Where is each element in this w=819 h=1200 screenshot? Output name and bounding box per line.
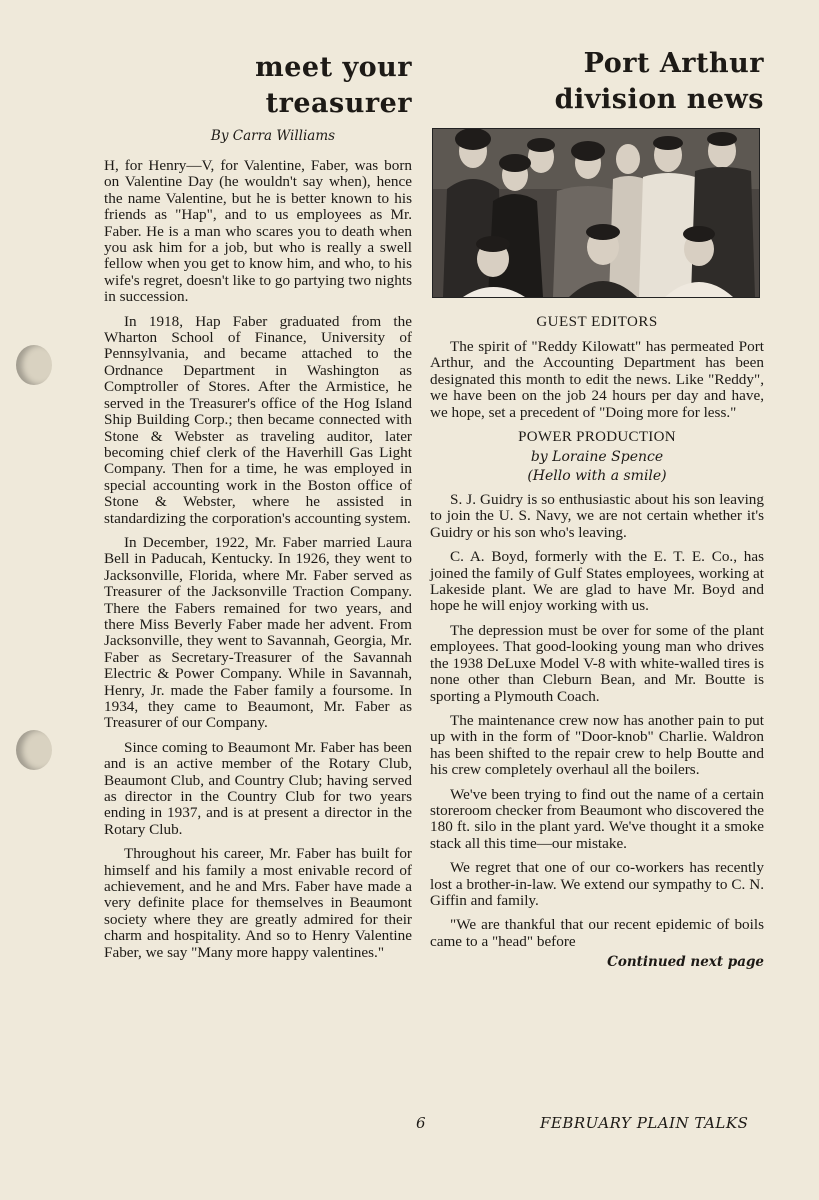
news-paragraph: S. J. Guidry is so enthusiastic about his son leaving to join the U. S. Navy, we are not certain whether it's Guidry or his son who's leaving. — [430, 491, 764, 541]
article-title — [104, 50, 412, 122]
photo-caption: GUEST EDITORS — [536, 314, 658, 330]
article-paragraph: In December, 1922, Mr. Faber married Laura Bell in Paducah, Kentucky. In 1926, they went to Jacksonville, Florida, where Mr. Faber served as Treasurer of the Jacksonville Traction Company. There the Fabers remained for two years, and there Miss Beverly Faber made her advent. From Jacksonville, they went to Savannah, Georgia, Mr. Faber as Secretary-Treasurer of the Savannah Electric & Power Company. While in Savannah, Henry, Jr. made the Faber family a foursome. In 1934, they came to Beaumont, Mr. Faber as Treasurer of our Company. — [104, 533, 412, 732]
title-line-1: Port Arthur — [583, 48, 764, 79]
news-paragraph: We've been trying to find out the name of a certain storeroom checker from Beaumont who discovered the 180 ft. silo in the plant yard. We've thought it a smoke stack all this time—our mistake. — [430, 785, 765, 852]
publication-name: FEBRUARY PLAIN TALKS — [540, 1114, 749, 1132]
page-number: 6 — [416, 1114, 427, 1132]
treasurer-article — [104, 0, 412, 969]
article-paragraph: In 1918, Hap Faber graduated from the Wharton School of Finance, University of Pennsylvania, and became attached to the Ordnance Department in Washington as Comptroller of Stores. After the Armistice, he served in the Treasurer's office of the Hog Island Ship Building Corp.; then became connected with Stone & Webster as traveling auditor, later becoming chief clerk of the Haverhill Gas Light Company. Then for a time, he was employed in special accounting work in the Boston office of Stone & Webster, where he assisted in standardizing the corporation's accounting system. — [104, 312, 412, 527]
news-paragraph: We regret that one of our co-workers has recently lost a brother-in-law. We extend our sympathy to C. N. Giffin and family. — [430, 859, 764, 909]
news-intro: The spirit of "Reddy Kilowatt" has permeated Port Arthur, and the Accounting Department has been designated this month to edit the news. Like "Reddy", we have been on the job 24 hours per day and have, we hope, set a precedent of "Doing more for less." — [430, 338, 764, 421]
news-paragraph: The maintenance crew now has another pain to put up with in the form of "Door-knob" Charlie. Waldron has been shifted to the repair crew to help Boutte and his crew completely overhaul all the boilers. — [430, 711, 764, 779]
news-paragraph: The depression must be over for some of the plant employees. That good-looking young man who drives the 1938 DeLuxe Model V-8 with white-walled tires is none other than Cleburn Bean, and Mr. Boutte is sporting a Plymouth Coach. — [430, 621, 764, 705]
news-title — [430, 46, 764, 118]
byline: By Carra Williams — [210, 128, 336, 144]
binder-hole — [16, 730, 52, 770]
article-paragraph: Throughout his career, Mr. Faber has built for himself and his family a most enivable record of achievement, and he and Mrs. Faber have made a very definite place for themselves in Beaumont society where they are greatly admired for their charm and hospitality. And so to Henry Valentine Faber, we say "Many more happy valentines." — [104, 845, 412, 961]
binder-hole — [16, 345, 52, 385]
guest-editors-photo — [432, 128, 760, 298]
title-line-2: division news — [554, 84, 764, 115]
section-byline: by Loraine Spence — [530, 449, 664, 466]
news-paragraph: "We are thankful that our recent epidemic of boils came to a "head" before — [430, 916, 764, 950]
section-tagline: (Hello with a smile) — [527, 468, 667, 485]
article-paragraph: Since coming to Beaumont Mr. Faber has been and is an active member of the Rotary Club, Beaumont Club, and Country Club; having served as director in the Country Club for two years ending in 1937, and is at present a director in the Rotary Club. — [104, 738, 412, 838]
division-news — [430, 0, 764, 970]
title-line-2: treasurer — [265, 88, 412, 119]
group-photo-illustration — [433, 129, 759, 297]
title-line-1: meet your — [255, 52, 412, 83]
news-paragraph: C. A. Boyd, formerly with the E. T. E. Co., has joined the family of Gulf States employees, working at Lakeside plant. We are glad to have Mr. Boyd and hope he will enjoy working with us. — [430, 548, 764, 615]
continued-link: Continued next page — [607, 954, 764, 971]
section-title: POWER PRODUCTION — [518, 429, 676, 446]
article-paragraph: H, for Henry—V, for Valentine, Faber, was born on Valentine Day (he wouldn't say when), hence the name Valentine, but he is better known to his friends as "Hap", and to us employees as Mr. Faber. He is a man who scares you to death when you ask him for a job, but who is really a swell fellow when you get to know him, and who, to his wife's regret, doesn't like to go partying two nights in succession. — [104, 157, 412, 306]
